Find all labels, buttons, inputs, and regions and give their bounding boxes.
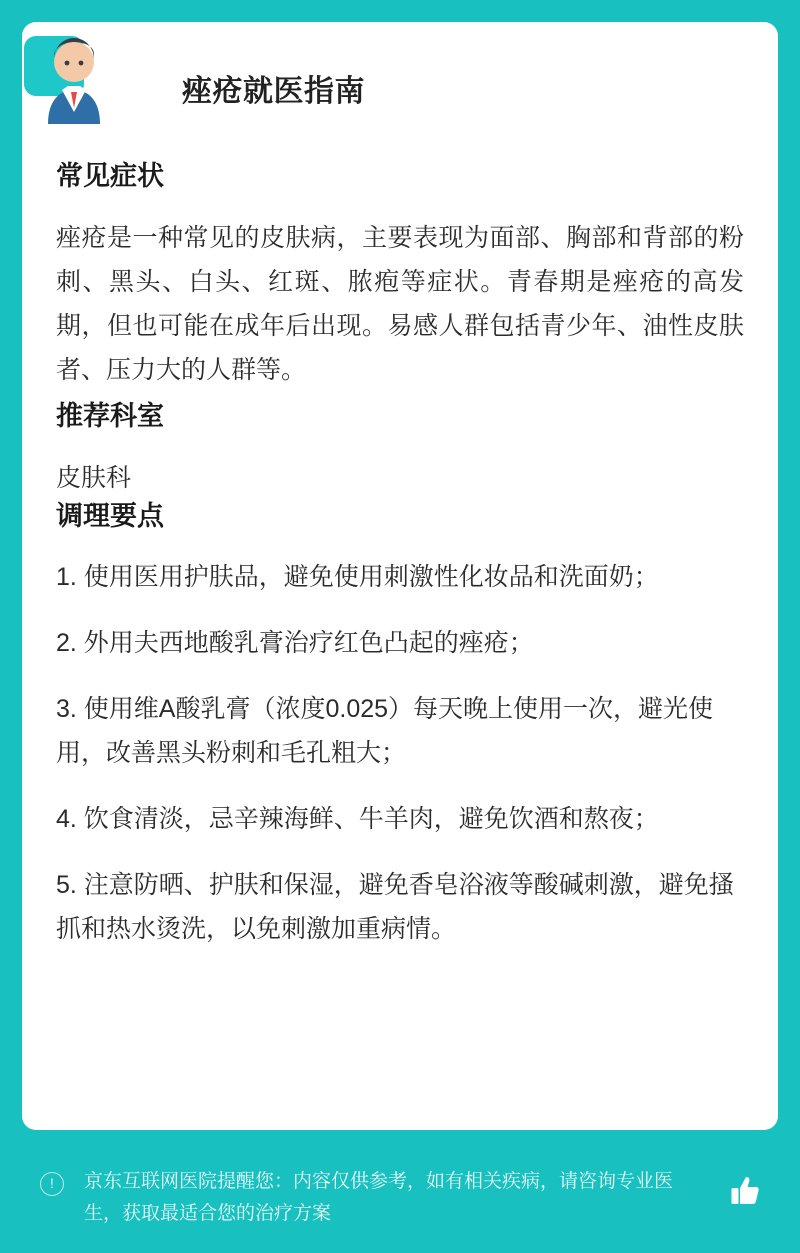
article-card [22,22,778,1130]
thumbs-up-icon[interactable] [728,1174,762,1208]
list-item: 4. 饮食清淡，忌辛辣海鲜、牛羊肉，避免饮酒和熬夜； [56,805,659,834]
info-icon: ! [40,1172,64,1196]
footer-disclaimer [22,1152,778,1236]
footer-notice-text: 京东互联网医院提醒您：内容仅供参考，如有相关疾病，请咨询专业医生，获取最适合您的治疗方案 [84,1171,674,1224]
care-tips-list [56,555,744,951]
list-item: 2. 外用夫西地酸乳膏治疗红色凸起的痤疮； [56,629,534,658]
section-heading-symptoms: 常见症状 [56,161,164,191]
doctor-avatar-icon [22,20,118,124]
section-heading-care-tips: 调理要点 [56,500,164,531]
section-heading-department: 推荐科室 [56,400,164,431]
list-item: 5. 注意防晒、护肤和保湿，避免香皂浴液等酸碱刺激，避免搔抓和热水烫洗，以免刺激加重病情。 [56,871,734,944]
section-text-symptoms: 痤疮是一种常见的皮肤病，主要表现为面部、胸部和背部的粉刺、黑头、白头、红斑、脓疱等症状。青春期是痤疮的高发期，但也可能在成年后出现。易感人群包括青少年、油性皮肤者、压力大的人群等。 [56,223,744,384]
article-body [56,160,744,951]
list-item: 3. 使用维A酸乳膏（浓度0.025）每天晚上使用一次，避光使用，改善黑头粉刺和毛孔粗大； [56,695,714,768]
section-text-department: 皮肤科 [56,463,132,492]
list-item: 1. 使用医用护肤品，避免使用刺激性化妆品和洗面奶； [56,563,659,592]
page-title: 痤疮就医指南 [182,75,365,108]
